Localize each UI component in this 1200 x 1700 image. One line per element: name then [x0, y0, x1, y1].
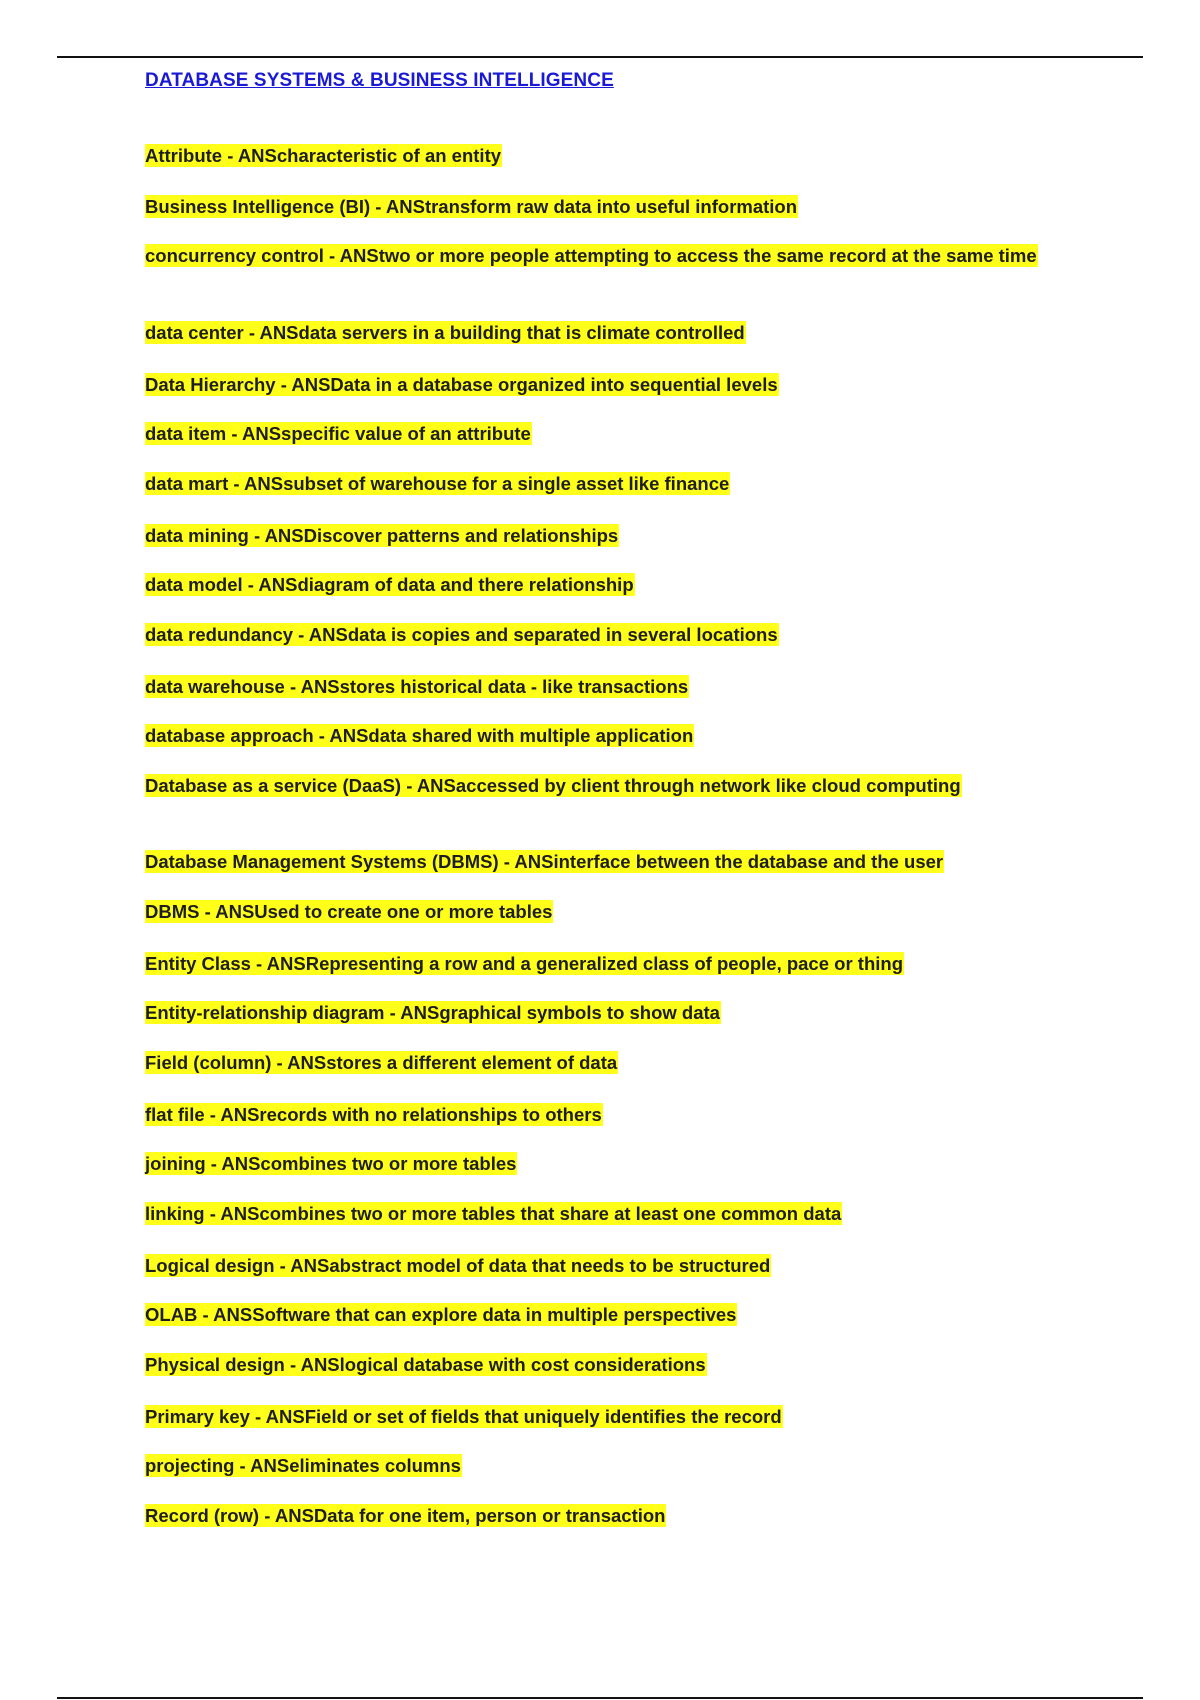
term-text: Entity Class - ANSRepresenting a row and a generalized class of people, pace or thing [145, 953, 903, 974]
document-title: DATABASE SYSTEMS & BUSINESS INTELLIGENCE [145, 70, 614, 91]
term-text: data warehouse - ANSstores historical data - like transactions [145, 676, 689, 697]
term-item [145, 674, 1055, 700]
term-text: concurrency control - ANStwo or more people attempting to access the same record at the same time [145, 245, 1037, 266]
term-item [145, 572, 1055, 598]
term-text: Field (column) - ANSstores a different element of data [145, 1052, 618, 1073]
term-text: Entity-relationship diagram - ANSgraphical symbols to show data [145, 1002, 720, 1023]
term-text: DBMS - ANSUsed to create one or more tables [145, 901, 553, 922]
term-item [145, 622, 1055, 648]
term-item [145, 773, 1055, 799]
term-text: Logical design - ANSabstract model of data that needs to be structured [145, 1255, 771, 1276]
term-item [145, 471, 1055, 497]
term-text: Physical design - ANSlogical database with cost considerations [145, 1354, 706, 1375]
term-item [145, 723, 1055, 749]
term-item [145, 951, 1055, 977]
term-text: data mart - ANSsubset of warehouse for a single asset like finance [145, 473, 730, 494]
term-item [145, 1253, 1055, 1279]
term-item [145, 849, 1055, 875]
term-item [145, 1453, 1055, 1479]
term-item [145, 194, 1055, 220]
term-text: Database as a service (DaaS) - ANSaccessed by client through network like cloud computing [145, 775, 961, 796]
term-text: joining - ANScombines two or more tables [145, 1153, 517, 1174]
term-text: OLAB - ANSSoftware that can explore data in multiple perspectives [145, 1304, 737, 1325]
term-item [145, 243, 1055, 269]
term-item [145, 1201, 1055, 1227]
top-rule [57, 56, 1143, 58]
term-text: data model - ANSdiagram of data and there relationship [145, 574, 634, 595]
term-text: Primary key - ANSField or set of fields that uniquely identifies the record [145, 1406, 782, 1427]
term-item [145, 899, 1055, 925]
term-text: Business Intelligence (BI) - ANStransform raw data into useful information [145, 196, 798, 217]
term-text: Record (row) - ANSData for one item, person or transaction [145, 1505, 666, 1526]
term-item [145, 1050, 1055, 1076]
term-text: database approach - ANSdata shared with multiple application [145, 725, 694, 746]
term-item [145, 421, 1055, 447]
term-text: data redundancy - ANSdata is copies and separated in several locations [145, 624, 778, 645]
term-item [145, 1102, 1055, 1128]
term-item [145, 1000, 1055, 1026]
term-text: data center - ANSdata servers in a building that is climate controlled [145, 322, 745, 343]
term-text: data mining - ANSDiscover patterns and relationships [145, 525, 619, 546]
term-item [145, 523, 1055, 549]
term-text: Data Hierarchy - ANSData in a database organized into sequential levels [145, 374, 778, 395]
term-item [145, 1404, 1055, 1430]
term-item [145, 1151, 1055, 1177]
term-item [145, 1503, 1055, 1529]
term-text: Database Management Systems (DBMS) - ANSinterface between the database and the user [145, 851, 944, 872]
term-text: flat file - ANSrecords with no relationships to others [145, 1104, 602, 1125]
term-item [145, 320, 1055, 346]
term-text: Attribute - ANScharacteristic of an entity [145, 145, 502, 166]
term-item [145, 1352, 1055, 1378]
term-item [145, 143, 1055, 169]
term-item [145, 372, 1055, 398]
term-item [145, 1302, 1055, 1328]
term-text: linking - ANScombines two or more tables that share at least one common data [145, 1203, 842, 1224]
bottom-rule [57, 1697, 1143, 1699]
term-text: data item - ANSspecific value of an attribute [145, 423, 531, 444]
term-text: projecting - ANSeliminates columns [145, 1455, 461, 1476]
